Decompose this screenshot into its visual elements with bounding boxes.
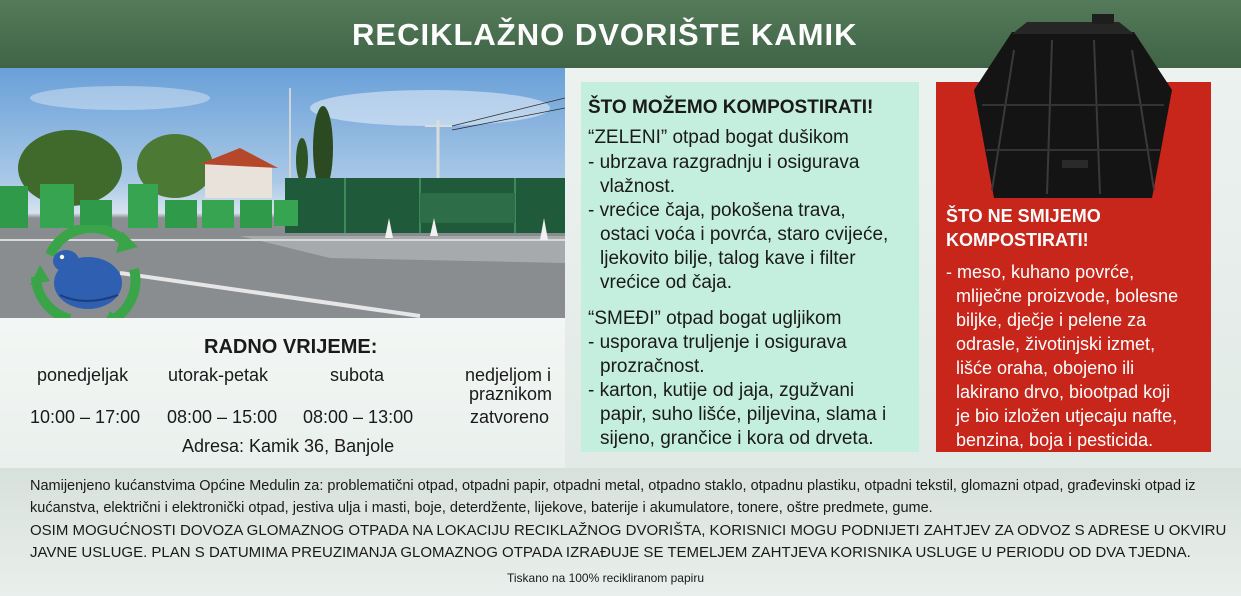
compost-yes-line: sijeno, grančice i kora od drveta.: [600, 428, 874, 449]
notice-line: OSIM MOGUĆNOSTI DOVOZA GLOMAZNOG OTPADA NA LOKACIJU RECIKLAŽNOG DVORIŠTA, KORISNICI MOGU PODNIJETI ZAHTJEV ZA ODVOZ S ADRESE U OKVIRU: [30, 522, 1227, 539]
schedule-time: 08:00 – 15:00: [167, 407, 278, 427]
green-waste-heading: “ZELENI” otpad bogat dušikom: [588, 127, 849, 148]
compost-no-title: KOMPOSTIRATI!: [946, 230, 1089, 250]
brown-waste-heading: “SMEĐI” otpad bogat ugljikom: [588, 308, 842, 329]
compost-no-line: lakirano drvo, biootpad koji: [956, 382, 1171, 402]
info-line: kućanstva, električni i elektronički otpad, jestiva ulja i masti, boje, deterdžente, lijekove, baterije i akumulatore, tonere, oštre predmete, gume.: [30, 500, 933, 516]
compost-yes-line: ljekovito bilje, talog kave i filter: [600, 248, 856, 269]
compost-no-line: lišće oraha, obojeno ili: [956, 358, 1135, 378]
compost-yes-line: prozračnost.: [600, 356, 705, 377]
schedule-day: subota: [330, 365, 385, 385]
schedule-day: praznikom: [469, 384, 553, 404]
compost-bin-icon: [972, 10, 1174, 202]
schedule-day: utorak-petak: [168, 365, 269, 385]
schedule-time: 10:00 – 17:00: [30, 407, 141, 427]
notice-line: JAVNE USLUGE. PLAN S DATUMIMA PREUZIMANJA GLOMAZNOG OTPADA IZRAĐUJE SE TEMELJEM ZAHTJEVA KORISNIKA USLUGE U PERIODU OD DVA TJEDNA.: [30, 544, 1191, 561]
compost-yes-line: - vrećice čaja, pokošena trava,: [588, 200, 846, 221]
compost-no-title: ŠTO NE SMIJEMO: [946, 206, 1101, 226]
compost-yes-line: papir, suho lišće, piljevina, slama i: [600, 404, 887, 425]
schedule-day: ponedjeljak: [37, 365, 129, 385]
page-title: RECIKLAŽNO DVORIŠTE KAMIK: [352, 17, 858, 52]
compost-no-line: odrasle, životinjski izmet,: [956, 334, 1156, 354]
print-note: Tiskano na 100% recikliranom papiru: [507, 571, 704, 585]
compost-yes-title: ŠTO MOŽEMO KOMPOSTIRATI!: [588, 97, 874, 118]
compost-yes-line: - ubrzava razgradnju i osigurava: [588, 152, 860, 173]
schedule-time: 08:00 – 13:00: [303, 407, 414, 427]
compost-no-line: je bio izložen utjecaju nafte,: [956, 406, 1178, 426]
schedule-title: RADNO VRIJEME:: [204, 336, 378, 358]
compost-yes-line: ostaci voća i povrća, staro cvijeće,: [600, 224, 889, 245]
compost-yes-line: vlažnost.: [600, 176, 675, 197]
compost-no-line: - meso, kuhano povrće,: [946, 262, 1135, 282]
info-line: Namijenjeno kućanstvima Općine Medulin za: problematični otpad, otpadni papir, otpadni metal, otpadno staklo, otpadnu plastiku, otpadni tekstil, glomazni otpad, građevinski otpad iz: [30, 478, 1196, 494]
compost-no-line: benzina, boja i pesticida.: [956, 430, 1154, 450]
compost-yes-line: - karton, kutije od jaja, zgužvani: [588, 380, 855, 401]
address: Adresa: Kamik 36, Banjole: [182, 436, 395, 456]
seal-recycle-logo-icon: [30, 225, 145, 330]
compost-no-line: biljke, dječje i pelene za: [956, 310, 1147, 330]
compost-yes-line: - usporava truljenje i osigurava: [588, 332, 847, 353]
schedule-day: nedjeljom i: [465, 365, 552, 385]
schedule-time: zatvoreno: [470, 407, 550, 427]
compost-yes-line: vrećice od čaja.: [600, 272, 733, 293]
compost-no-line: mliječne proizvode, bolesne: [956, 286, 1179, 306]
